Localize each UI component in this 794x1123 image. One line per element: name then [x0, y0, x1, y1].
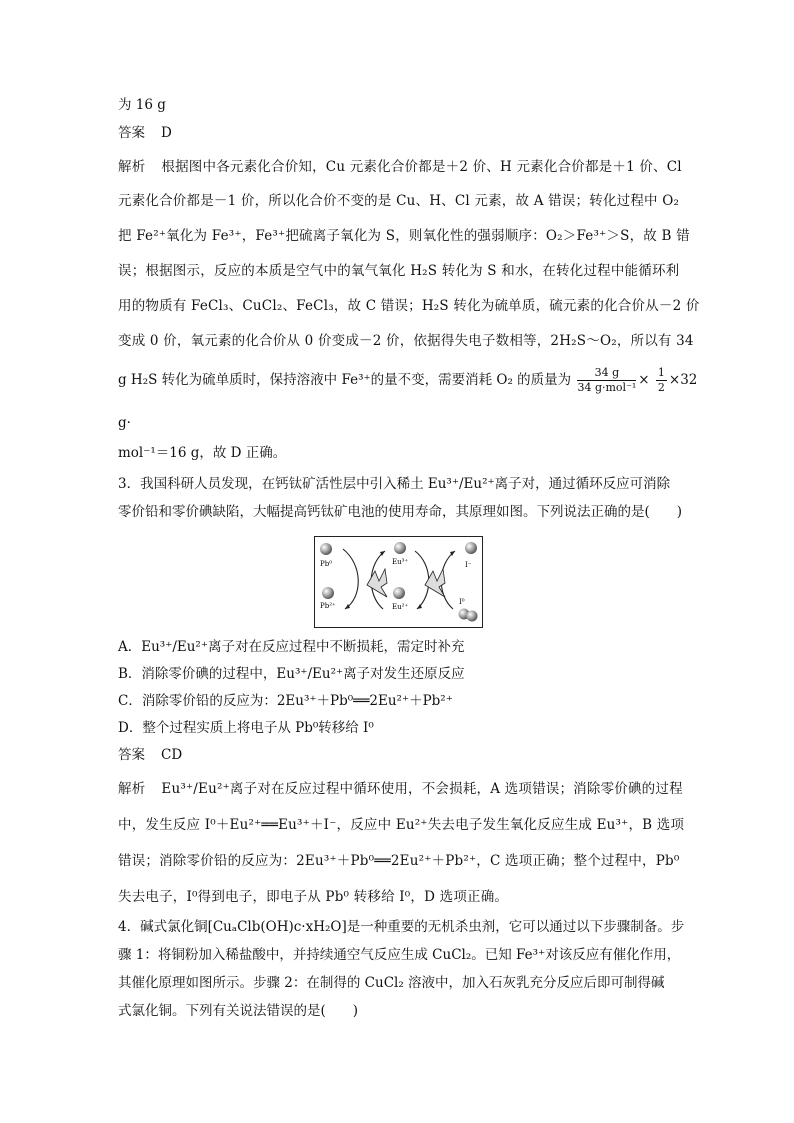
analysis-text: 把 Fe²⁺氧化为 Fe³⁺，Fe³⁺把硫离子氧化为 S，则氧化性的强弱顺序：O₂＞Fe³⁺＞S，故 B 错	[118, 228, 690, 244]
pb0-atom-icon	[320, 543, 332, 555]
eu3-ion-icon	[394, 542, 406, 554]
analysis-text: 变成 0 价，氧元素的化合价从 0 价变成－2 价，依据得失电子数相等，2H₂S～O₂，所以有 34	[118, 333, 694, 349]
answer-line	[118, 746, 678, 764]
analysis-text: 误；根据图示，反应的本质是空气中的氧气氧化 H₂S 转化为 S 和水，在转化过程中能循环利	[118, 263, 680, 279]
electron-transfer-icon	[367, 569, 387, 597]
analysis-text: 失去电子，I⁰得到电子，即电子从 Pb⁰ 转移给 I⁰，D 选项正确。	[118, 889, 509, 905]
eu2-label: Eu²⁺	[392, 603, 409, 611]
analysis-text: Eu³⁺/Eu²⁺离子对在反应过程中循环使用，不会损耗，A 选项错误；消除零价碘的过程	[161, 781, 683, 797]
iodine-label: I⁰	[459, 598, 465, 606]
analysis-text: 元素化合价都是－1 价，所以化合价不变的是 Cu、H、Cl 元素，故 A 错误；转化过程中 O₂	[118, 193, 680, 209]
iodine-atom-icon	[467, 611, 478, 622]
iodide-label: I⁻	[465, 561, 472, 569]
pb2-ion-icon	[322, 587, 334, 599]
answer-label: 答案	[118, 125, 145, 141]
question-stem: 骤 1：将铜粉加入稀盐酸中，并持续通空气反应生成 CuCl₂。已知 Fe³⁺对该反应有催化作用，	[118, 947, 681, 963]
left-cycle-arrow	[343, 549, 358, 609]
right-cycle-arrow	[415, 551, 429, 609]
answer-line	[118, 124, 678, 142]
answer-value: D	[161, 125, 172, 141]
option-b: B．消除零价碘的过程中，Eu³⁺/Eu²⁺离子对发生还原反应	[118, 666, 465, 682]
question-stem: 3．我国科研人员发现，在钙钛矿活性层中引入稀土 Eu³⁺/Eu²⁺离子对，通过循环反应可消除	[118, 476, 671, 492]
analysis-text: 用的物质有 FeCl₃、CuCl₂、FeCl₃，故 C 错误；H₂S 转化为硫单质，硫元素的化合价从－2 价	[118, 298, 700, 314]
analysis-text: g·	[118, 415, 131, 431]
pb0-label: Pb⁰	[320, 560, 332, 568]
analysis-line	[118, 158, 682, 176]
option-d: D．整个过程实质上将电子从 Pb⁰转移给 I⁰	[118, 720, 374, 736]
option-c: C．消除零价铅的反应为：2Eu³⁺＋Pb⁰══2Eu²⁺＋Pb²⁺	[118, 693, 453, 709]
answer-value: CD	[161, 747, 183, 763]
analysis-text: ×32	[668, 372, 698, 388]
text-line: 为 16 g	[118, 97, 166, 113]
option-a: A．Eu³⁺/Eu²⁺离子对在反应过程中不断损耗，需定时补充	[118, 639, 465, 655]
formula-line	[118, 366, 698, 395]
fraction-denominator: 2	[657, 381, 665, 394]
fraction-numerator: 34 g	[577, 366, 636, 381]
pb2-label: Pb²⁺	[320, 602, 336, 610]
eu2-ion-icon	[393, 587, 405, 599]
fraction	[577, 366, 636, 395]
question-stem: 4．碱式氯化铜[CuₐClb(OH)c·xH₂O]是一种重要的无机杀虫剂，它可以通过以下步骤制备。步	[118, 919, 685, 935]
analysis-label: 解析	[118, 781, 146, 797]
analysis-text: g H₂S 转化为硫单质时，保持溶液中 Fe³⁺的量不变，需要消耗 O₂ 的质量为	[118, 372, 572, 388]
analysis-text: mol⁻¹＝16 g，故 D 正确。	[118, 445, 287, 461]
mechanism-figure	[314, 536, 483, 628]
fraction-denominator: 34 g·mol⁻¹	[577, 381, 637, 394]
analysis-label: 解析	[118, 159, 146, 175]
analysis-line	[118, 780, 683, 798]
answer-label: 答案	[118, 747, 145, 763]
analysis-text: 错误；消除零价铅的反应为：2Eu³⁺＋Pb⁰══2Eu²⁺＋Pb²⁺，C 选项正确；整个过程中，Pb⁰	[118, 853, 680, 869]
fraction	[656, 366, 667, 395]
times-sign: ×	[638, 372, 650, 388]
fraction-numerator: 1	[657, 366, 665, 379]
question-stem: 式氯化铜。下列有关说法错误的是( )	[118, 1003, 359, 1019]
analysis-text: 中，发生反应 I⁰＋Eu²⁺══Eu³⁺＋I⁻，反应中 Eu²⁺失去电子发生氧化反应生成 Eu³⁺，B 选项	[118, 817, 685, 833]
iodide-ion-icon	[465, 542, 477, 554]
question-stem: 其催化原理如图所示。步骤 2：在制得的 CuCl₂ 溶液中，加入石灰乳充分反应后即可制得碱	[118, 975, 665, 991]
eu3-label: Eu³⁺	[392, 558, 409, 566]
mechanism-diagram	[315, 537, 482, 627]
analysis-text: 根据图中各元素化合价知，Cu 元素化合价都是＋2 价、H 元素化合价都是＋1 价、Cl	[161, 159, 682, 175]
question-stem: 零价铅和零价碘缺陷，大幅提高钙钛矿电池的使用寿命，其原理如图。下列说法正确的是( )	[118, 504, 683, 520]
